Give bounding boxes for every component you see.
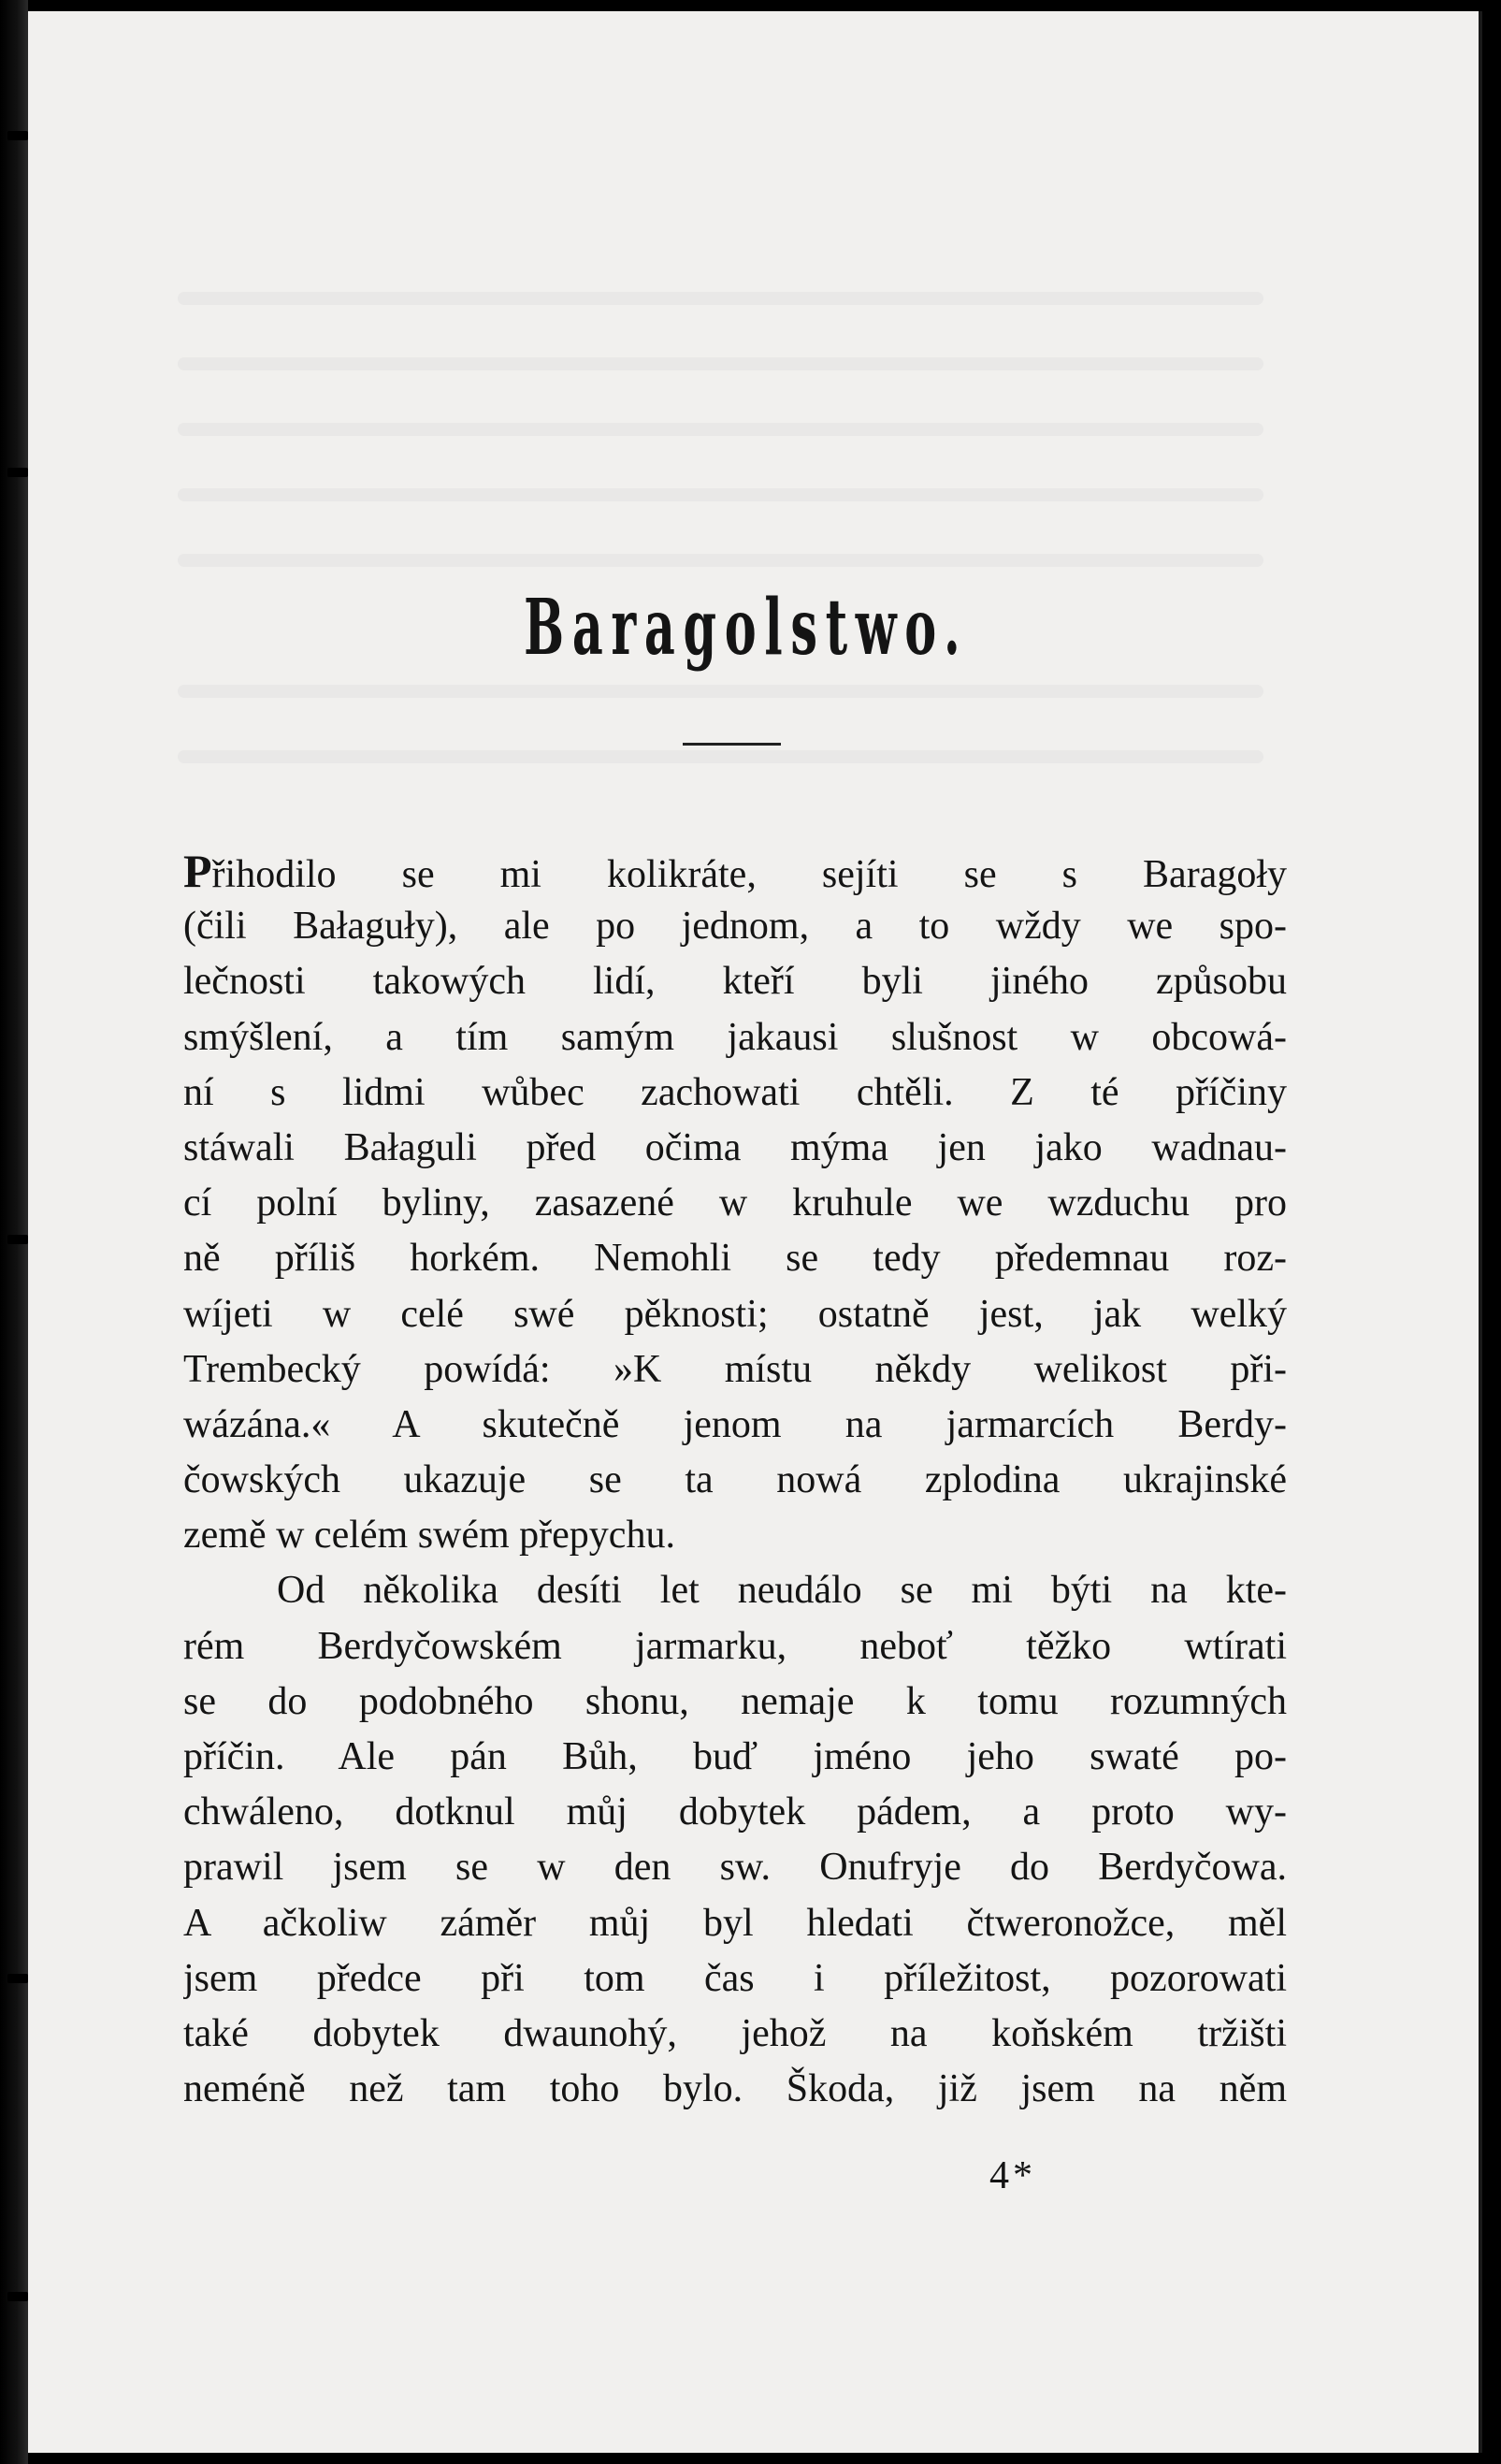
body-text: [183, 844, 1287, 2117]
text-line: chwáleno, dotknul můj dobytek pádem, a proto wy-: [183, 1790, 1287, 1834]
text-line: také dobytek dwaunohý, jehož na koňském tržišti: [183, 2011, 1287, 2055]
show-through-text: [178, 685, 1263, 698]
text-line: cí polní byliny, zasazené w kruhule we wzduchu pro: [183, 1181, 1287, 1225]
text-line: Trembecký powídá: »K místu někdy welikost při-: [183, 1347, 1287, 1391]
text-line: čowských ukazuje se ta nowá zplodina ukrajinské: [183, 1458, 1287, 1502]
text-line: wíjeti w celé swé pěknosti; ostatně jest, jak welký: [183, 1292, 1287, 1336]
text-line: jsem předce při tom čas i příležitost, pozorowati: [183, 1956, 1287, 2000]
paragraph-2: [183, 1563, 1287, 2117]
chapter-title: Baragolstwo.: [524, 583, 969, 673]
binding-mark: [7, 468, 28, 477]
text-line: neméně než tam toho bylo. Škoda, již jsem na něm: [183, 2067, 1287, 2111]
show-through-text: [178, 488, 1263, 501]
paragraph-1: [183, 844, 1287, 1563]
text-line: lečnosti takowých lidí, kteří byli jiného způsobu: [183, 960, 1287, 1004]
show-through-text: [178, 554, 1263, 567]
show-through-text: [178, 750, 1263, 763]
text-line: příčin. Ale pán Bůh, buď jméno jeho swaté po-: [183, 1735, 1287, 1778]
text-line: A ačkoliw záměr můj byl hledati čtweronožce, měl: [183, 1901, 1287, 1945]
binding-mark: [7, 1235, 28, 1244]
book-binding-edge: [0, 0, 28, 2464]
text-line: se do podobného shonu, nemaje k tomu rozumných: [183, 1679, 1287, 1723]
show-through-text: [178, 423, 1263, 436]
show-through-text: [178, 357, 1263, 370]
printer-signature-mark: 4*: [989, 2154, 1036, 2197]
text-line: rém Berdyčowském jarmarku, neboť těžko wtírati: [183, 1624, 1287, 1668]
text-line: stáwali Bałaguli před očima mýma jen jako wadnau-: [183, 1125, 1287, 1169]
text-line: Od několika desíti let neudálo se mi býti na kte-: [277, 1569, 1287, 1613]
text-line: wázána.« A skutečně jenom na jarmarcích Berdy-: [183, 1402, 1287, 1446]
text-line: smýšlení, a tím samým jakausi slušnost w obcowá-: [183, 1015, 1287, 1059]
text-line: ně příliš horkém. Nemohli se tedy předemnau roz-: [183, 1237, 1287, 1281]
title-rule: [683, 743, 781, 746]
binding-mark: [7, 1974, 28, 1983]
text-line: prawil jsem se w den sw. Onufryje do Berdyčowa.: [183, 1846, 1287, 1890]
binding-mark: [7, 2292, 28, 2301]
text-line: (čili Bałaguły), ale po jednom, a to wždy we spo-: [183, 905, 1287, 949]
show-through-text: [178, 292, 1263, 305]
binding-mark: [7, 131, 28, 140]
text-line: Přihodilo se mi kolikráte, sejíti se s Baragoły: [183, 845, 1287, 897]
text-line: země w celém swém přepychu.: [183, 1514, 675, 1558]
drop-cap: P: [183, 845, 212, 897]
text-line: ní s lidmi wůbec zachowati chtěli. Z té příčiny: [183, 1070, 1287, 1114]
